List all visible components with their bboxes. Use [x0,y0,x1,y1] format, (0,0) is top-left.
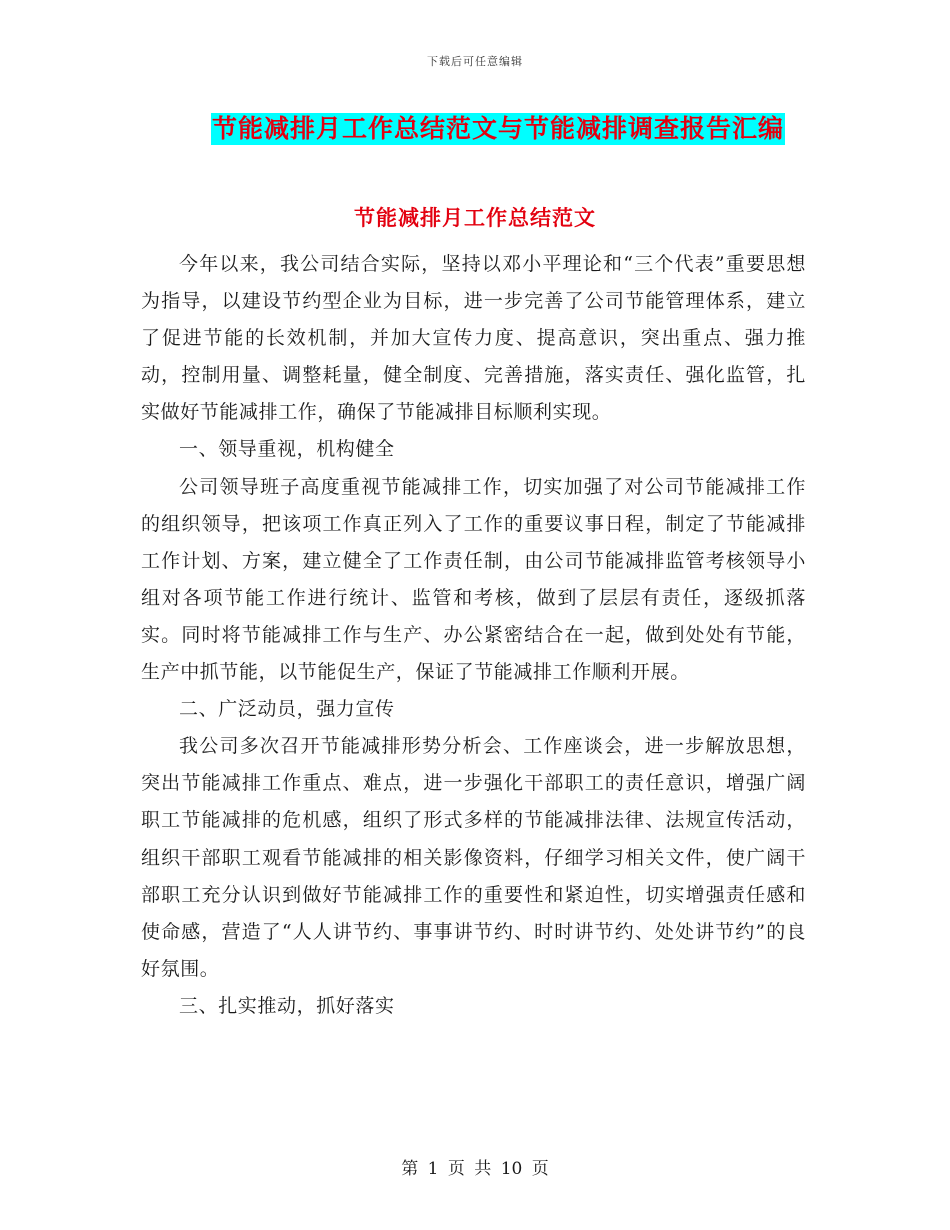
heading-section-2: 二、广泛动员，强力宣传 [179,698,395,721]
section-title: 节能减排月工作总结范文 [354,205,596,230]
document-body [141,246,806,1025]
paragraph-section-1: 公司领导班子高度重视节能减排工作，切实加强了对公司节能减排工作的组织领导，把该项工作真正列入了工作的重要议事日程，制定了节能减排工作计划、方案，建立健全了工作责任制，由公司节能减排监管考核领导小组对各项节能工作进行统计、监管和考核，做到了层层有责任，逐级抓落实。同时将节能减排工作与生产、办公紧密结合在一起，做到处处有节能，生产中抓节能，以节能促生产，保证了节能减排工作顺利开展。 [141,475,806,684]
heading-section-1: 一、领导重视，机构健全 [179,438,395,461]
page-footer: 第 1 页 共 10 页 [401,1159,549,1179]
document-title: 节能减排月工作总结范文与节能减排调查报告汇编 [211,114,784,143]
paragraph-intro: 今年以来，我公司结合实际，坚持以邓小平理论和“三个代表”重要思想为指导，以建设节约型企业为目标，进一步完善了公司节能管理体系，建立了促进节能的长效机制，并加大宣传力度、提高意识，突出重点、强力推动，控制用量、调整耗量，健全制度、完善措施，落实责任、强化监管，扎实做好节能减排工作，确保了节能减排目标顺利实现。 [141,253,806,424]
paragraph-section-2: 我公司多次召开节能减排形势分析会、工作座谈会，进一步解放思想，突出节能减排工作重点、难点，进一步强化干部职工的责任意识，增强广阔职工节能减排的危机感，组织了形式多样的节能减排法律、法规宣传活动，组织干部职工观看节能减排的相关影像资料，仔细学习相关文件，使广阔干部职工充分认识到做好节能减排工作的重要性和紧迫性，切实增强责任感和使命感，营造了“人人讲节约、事事讲节约、时时讲节约、处处讲节约”的良好氛围。 [141,735,806,980]
heading-section-3: 三、扎实推动，抓好落实 [179,994,395,1017]
main-title-container [0,113,950,145]
header-note: 下载后可任意编辑 [427,55,523,68]
